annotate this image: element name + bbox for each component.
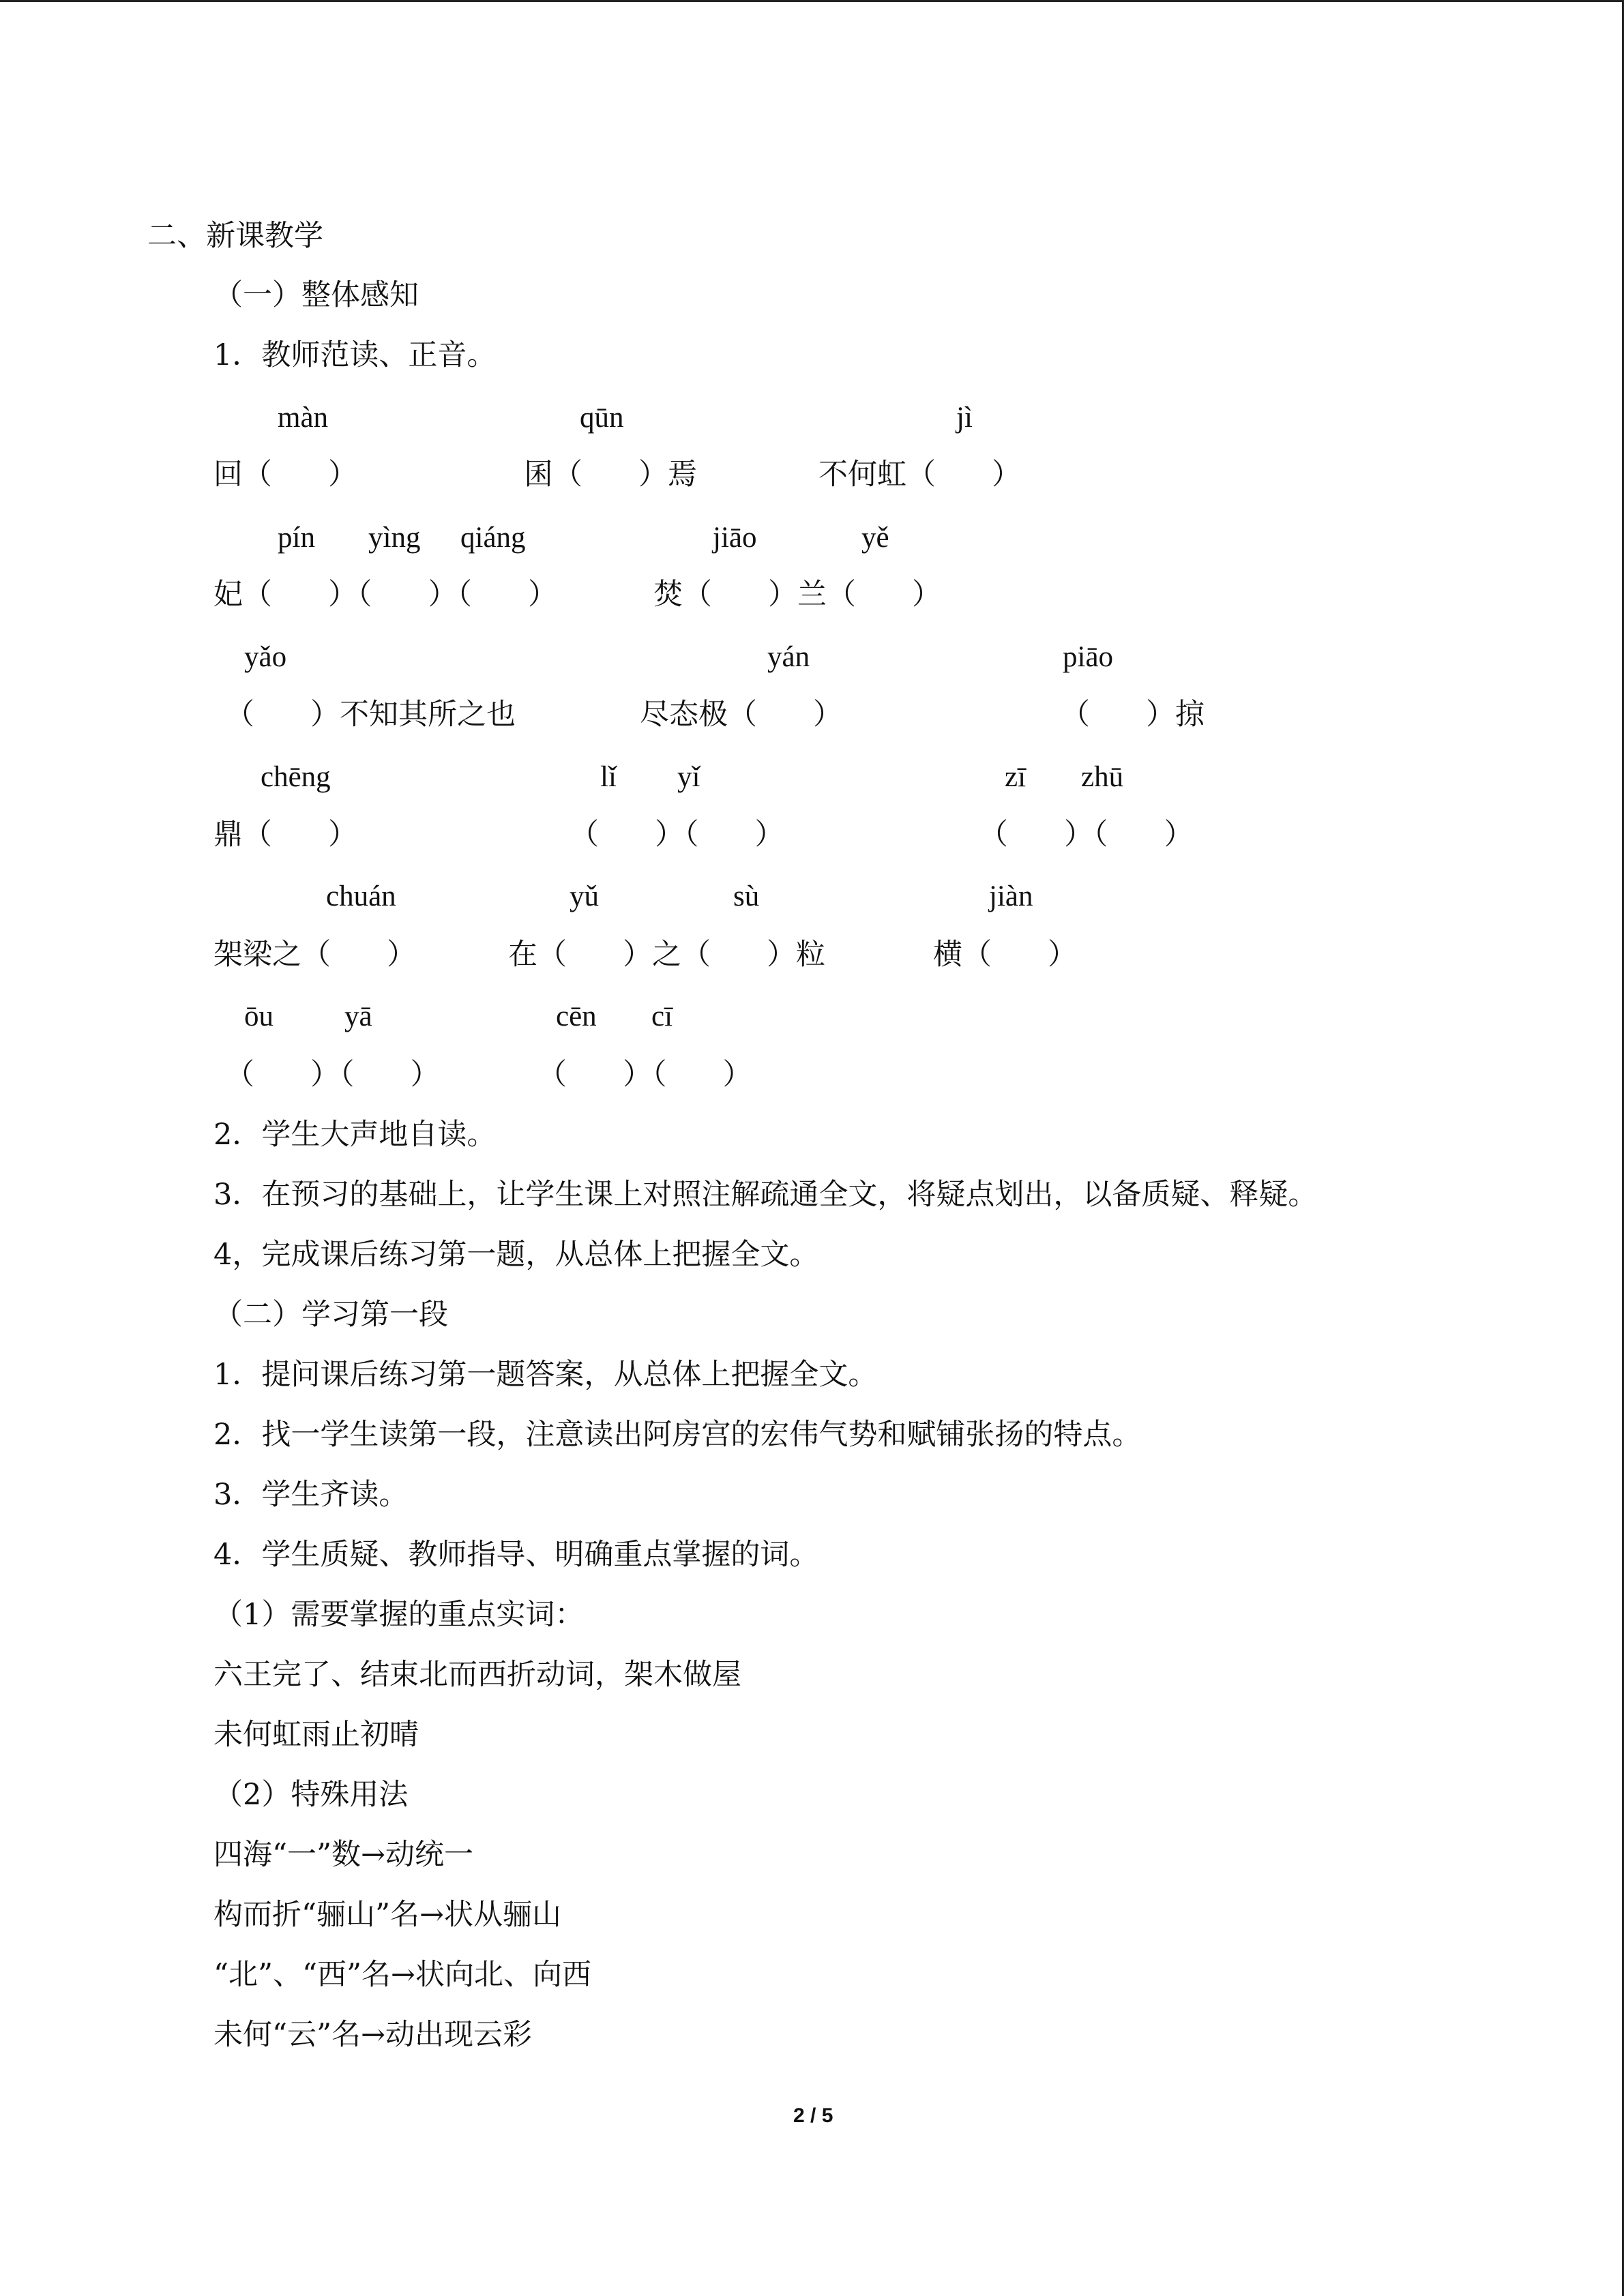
part1-heading: （一）整体感知 — [213, 278, 419, 312]
sub1-line: 未何虹雨止初晴 — [213, 1718, 419, 1752]
sub2-line: 未何“云”名→动出现云彩 — [213, 2018, 532, 2052]
pinyin-label: jì — [956, 402, 973, 434]
fill-blank-item: 鼎（ ） — [213, 818, 358, 852]
pinyin-label: qiáng — [460, 522, 526, 554]
pinyin-label: yǐ — [677, 761, 700, 793]
pinyin-label: yě — [861, 522, 889, 554]
pinyin-label: yǎo — [244, 641, 287, 673]
fill-blank-item: （ ）（ ） — [570, 818, 784, 852]
pinyin-label: cēn — [556, 1000, 597, 1032]
pinyin-label: jiàn — [989, 880, 1033, 912]
pinyin-label: yǔ — [570, 880, 599, 912]
pinyin-label: piāo — [1063, 641, 1114, 673]
part1-item4: 4，完成课后练习第一题，从总体上把握全文。 — [213, 1238, 819, 1272]
part1-item3: 3．在预习的基础上，让学生课上对照注解疏通全文，将疑点划出，以备质疑、释疑。 — [213, 1178, 1318, 1212]
fill-blank-item: 焚（ ）兰（ ） — [653, 578, 942, 612]
part2-item1: 1．提问课后练习第一题答案，从总体上把握全文。 — [213, 1358, 878, 1392]
sub1-heading: （1）需要掌握的重点实词： — [213, 1598, 585, 1632]
page-top-border — [0, 0, 1624, 2]
pinyin-label: cī — [651, 1000, 673, 1032]
pinyin-label: yā — [344, 1000, 372, 1032]
sub2-line: 四海“一”数→动统一 — [213, 1838, 473, 1872]
fill-blank-item: 架梁之（ ） — [213, 938, 417, 972]
fill-blank-item: （ ）（ ） — [225, 1058, 440, 1092]
section-title: 二、新课教学 — [147, 219, 323, 253]
page-number: 2 / 5 — [793, 2104, 833, 2127]
pinyin-label: sù — [733, 880, 760, 912]
pinyin-label: ōu — [244, 1000, 274, 1032]
pinyin-label: yìng — [368, 522, 421, 554]
part2-item3: 3．学生齐读。 — [213, 1478, 409, 1512]
sub2-line: 构而折“骊山”名→状从骊山 — [213, 1898, 561, 1932]
part1-item1: 1．教师范读、正音。 — [213, 338, 497, 372]
pinyin-label: zī — [1005, 761, 1027, 793]
sub1-line: 六王完了、结束北而西折动词，架木做屋 — [213, 1658, 741, 1692]
pinyin-label: chēng — [261, 761, 331, 793]
fill-blank-item: 回（ ） — [213, 458, 358, 492]
fill-blank-item: （ ）不知其所之也 — [225, 698, 516, 732]
part1-item2: 2．学生大声地自读。 — [213, 1118, 497, 1152]
fill-blank-item: 妃（ ）（ ）（ ） — [213, 578, 558, 612]
pinyin-label: qūn — [580, 402, 624, 434]
pinyin-label: zhū — [1081, 761, 1124, 793]
sub2-line: “北”、“西”名→状向北、向西 — [213, 1958, 591, 1992]
part2-heading: （二）学习第一段 — [213, 1298, 448, 1332]
pinyin-label: pín — [278, 522, 315, 554]
fill-blank-item: 不何虹（ ） — [818, 458, 1022, 492]
fill-blank-item: 在（ ）之（ ）粒 — [508, 938, 826, 972]
pinyin-label: chuán — [326, 880, 396, 912]
fill-blank-item: （ ）（ ） — [537, 1058, 752, 1092]
fill-blank-item: （ ）（ ） — [979, 818, 1194, 852]
fill-blank-item: 尽态极（ ） — [640, 698, 843, 732]
pinyin-label: màn — [278, 402, 329, 434]
fill-blank-item: 囷（ ）焉 — [524, 458, 698, 492]
pinyin-label: lǐ — [600, 761, 617, 793]
sub2-heading: （2）特殊用法 — [213, 1778, 409, 1812]
pinyin-label: yán — [767, 641, 810, 673]
part2-item2: 2．找一学生读第一段，注意读出阿房宫的宏伟气势和赋铺张扬的特点。 — [213, 1418, 1142, 1452]
part2-item4: 4．学生质疑、教师指导、明确重点掌握的词。 — [213, 1538, 819, 1572]
fill-blank-item: （ ）掠 — [1061, 698, 1205, 732]
fill-blank-item: 横（ ） — [933, 938, 1078, 972]
pinyin-label: jiāo — [713, 522, 757, 554]
